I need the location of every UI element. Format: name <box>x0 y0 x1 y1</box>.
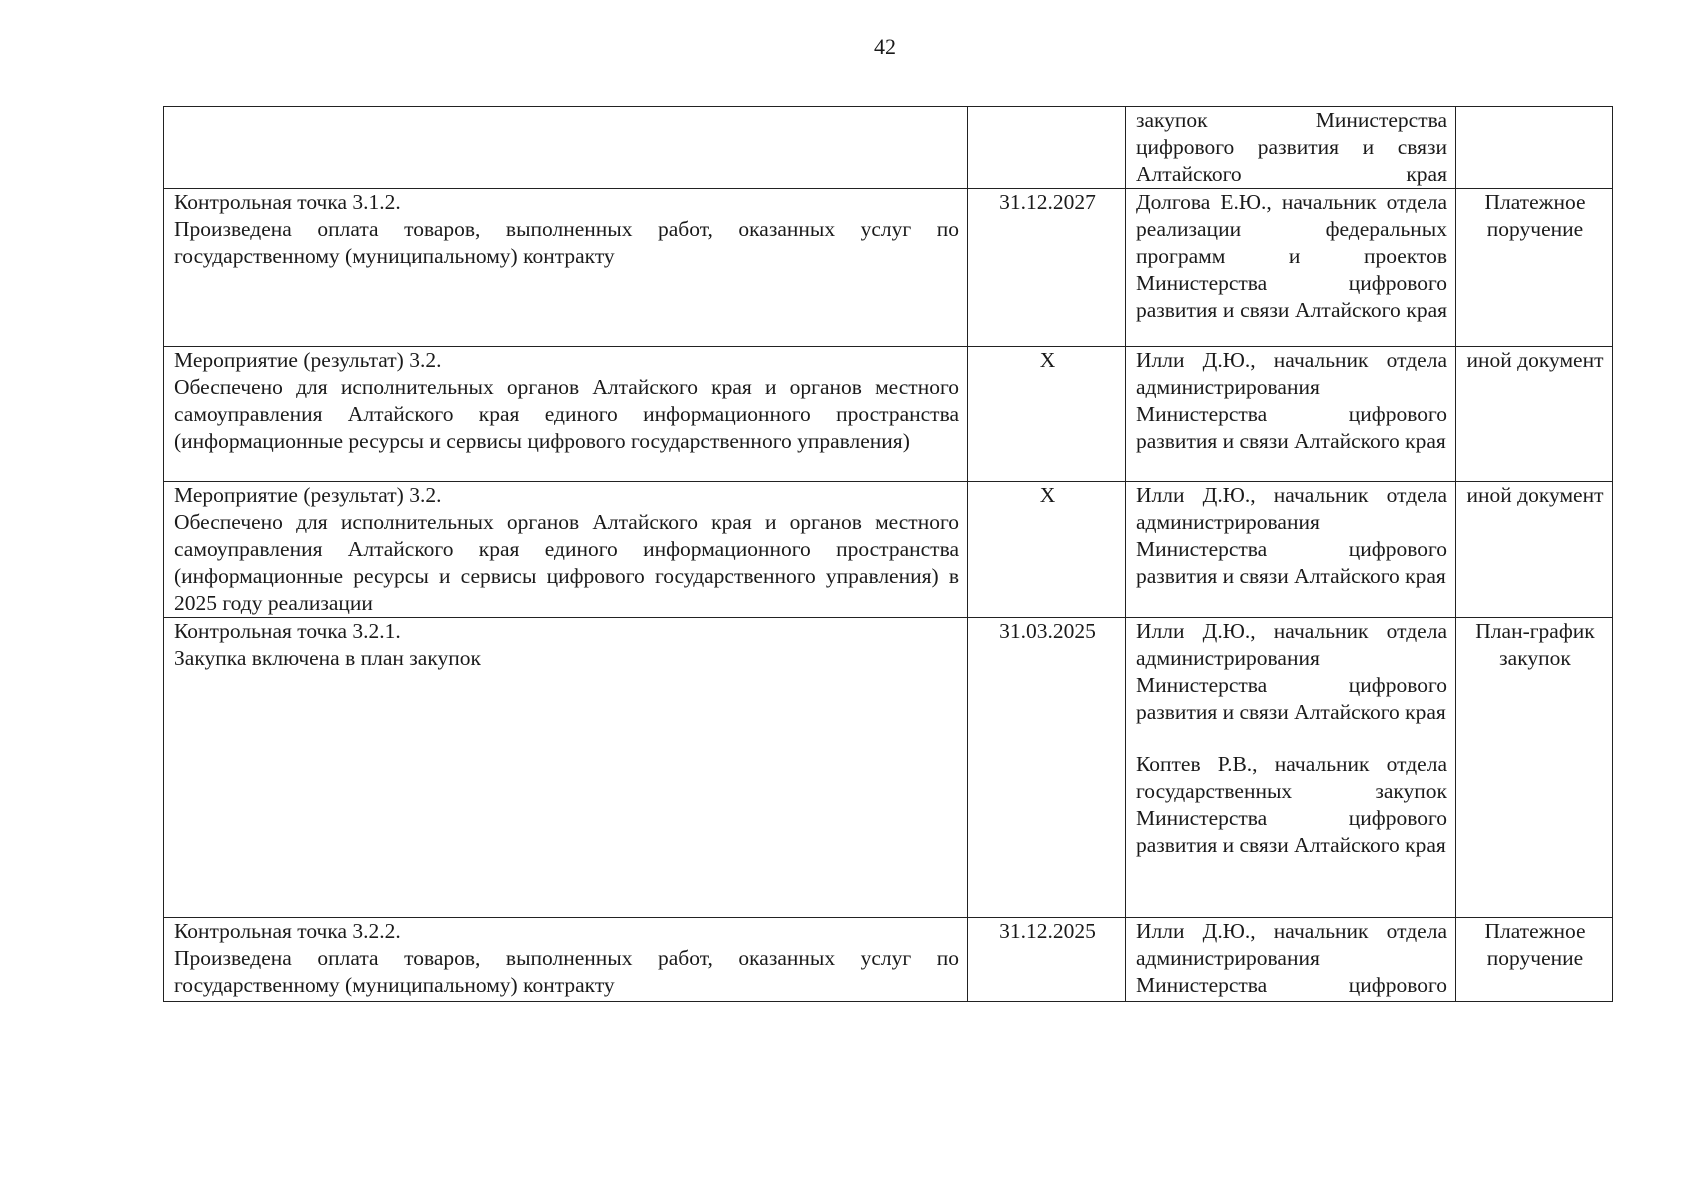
responsible-cell: Илли Д.Ю., начальник отдела администрирования Министерства цифрового <box>1126 918 1456 1002</box>
responsible-cell <box>1126 618 1456 918</box>
activity-text: Произведена оплата товаров, выполненных работ, оказанных услуг по государственному (муниципальному) контракту <box>174 217 959 268</box>
activity-text: Обеспечено для исполнительных органов Алтайского края и органов местного самоуправления Алтайского края единого информационного пространства (информационные ресурсы и сервисы цифрового государственного управления) <box>174 375 959 453</box>
table-row <box>164 918 1613 1002</box>
document-cell <box>1456 107 1613 189</box>
table-row <box>164 347 1613 482</box>
document-cell: Платежное поручение <box>1456 918 1613 1002</box>
activity-cell <box>164 482 968 618</box>
document-cell: Платежное поручение <box>1456 189 1613 347</box>
activity-title: Контрольная точка 3.2.2. <box>174 919 401 943</box>
responsible-cell: Илли Д.Ю., начальник отдела администрирования Министерства цифрового развития и связи Алтайского края <box>1126 482 1456 618</box>
activity-text: Произведена оплата товаров, выполненных работ, оказанных услуг по государственному (муниципальному) контракту <box>174 946 959 997</box>
date-cell <box>968 107 1126 189</box>
page-number: 42 <box>874 34 896 59</box>
activity-cell <box>164 618 968 918</box>
date-cell: Х <box>968 482 1126 618</box>
responsible-person: Илли Д.Ю., начальник отдела администрирования Министерства цифрового развития и связи Алтайского края <box>1136 619 1447 724</box>
date-cell: 31.03.2025 <box>968 618 1126 918</box>
document-cell: План-график закупок <box>1456 618 1613 918</box>
date-cell: Х <box>968 347 1126 482</box>
spacer <box>1136 726 1447 751</box>
responsible-cell: Долгова Е.Ю., начальник отдела реализации федеральных программ и проектов Министерства цифрового развития и связи Алтайского края <box>1126 189 1456 347</box>
activity-title: Контрольная точка 3.2.1. <box>174 619 401 643</box>
activity-cell <box>164 189 968 347</box>
date-cell: 31.12.2025 <box>968 918 1126 1002</box>
activity-title: Контрольная точка 3.1.2. <box>174 190 401 214</box>
date-cell: 31.12.2027 <box>968 189 1126 347</box>
document-cell: иной документ <box>1456 347 1613 482</box>
document-cell: иной документ <box>1456 482 1613 618</box>
activity-cell <box>164 347 968 482</box>
activity-text: Обеспечено для исполнительных органов Алтайского края и органов местного самоуправления Алтайского края единого информационного пространства (информационные ресурсы и сервисы цифрового государственного управления) в 2025 году реализации <box>174 510 959 615</box>
responsible-person: Коптев Р.В., начальник отдела государственных закупок Министерства цифрового развития и связи Алтайского края <box>1136 752 1447 857</box>
control-points-table <box>163 106 1613 1002</box>
table-row <box>164 189 1613 347</box>
table-row <box>164 482 1613 618</box>
activity-cell <box>164 918 968 1002</box>
activity-title: Мероприятие (результат) 3.2. <box>174 348 442 372</box>
activity-cell <box>164 107 968 189</box>
activity-title: Мероприятие (результат) 3.2. <box>174 483 442 507</box>
responsible-cell: Илли Д.Ю., начальник отдела администрирования Министерства цифрового развития и связи Алтайского края <box>1126 347 1456 482</box>
activity-text: Закупка включена в план закупок <box>174 646 481 670</box>
table-row <box>164 107 1613 189</box>
table-row <box>164 618 1613 918</box>
responsible-cell: закупок Министерства цифрового развития и связи Алтайского края <box>1126 107 1456 189</box>
